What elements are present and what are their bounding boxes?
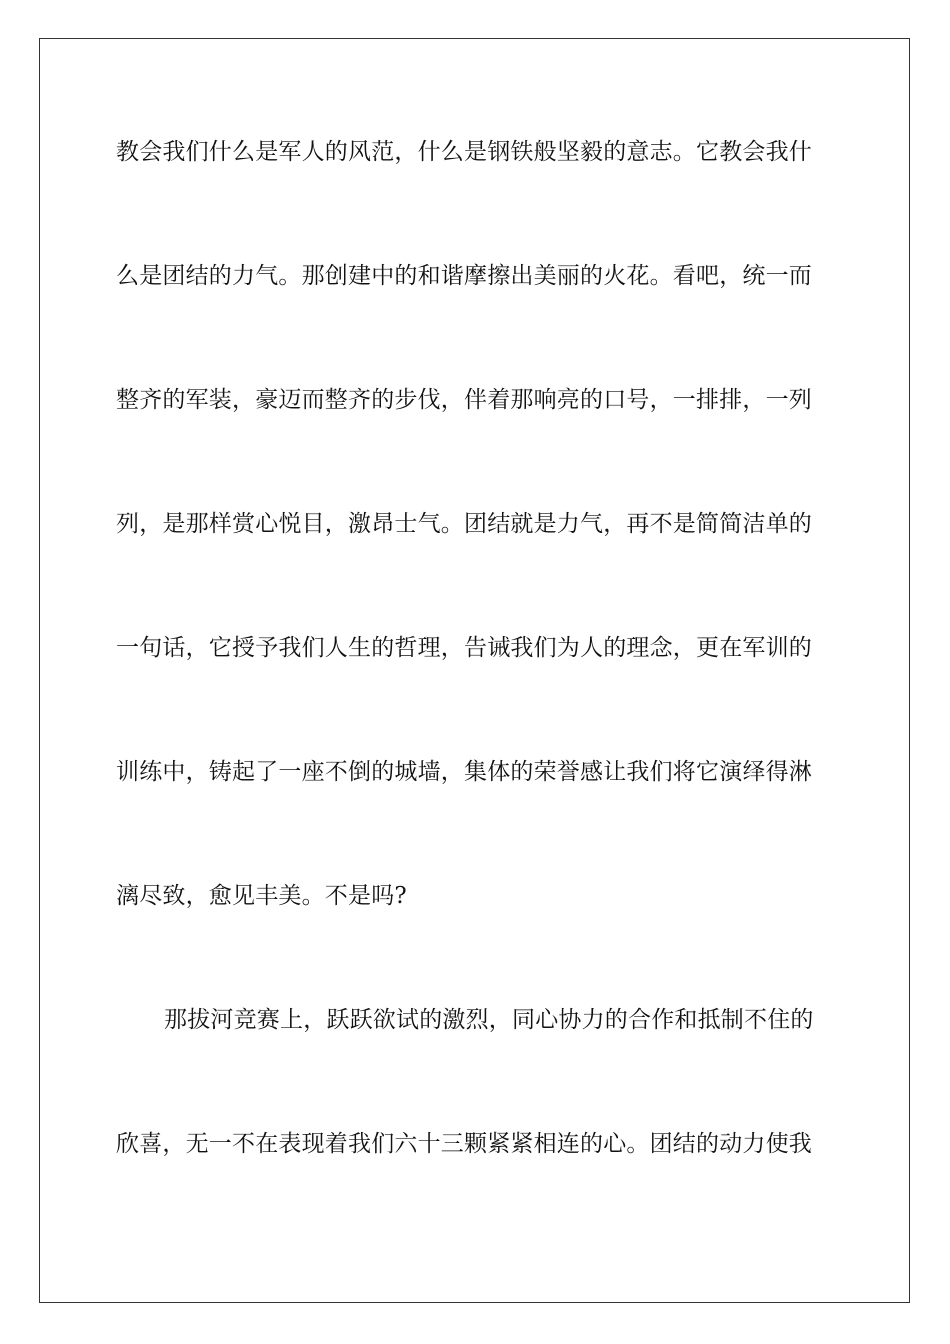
paragraph-start-line: 那拔河竞赛上，跃跃欲试的激烈，同心协力的合作和抵制不住的 — [164, 1007, 814, 1033]
text-line: 漓尽致，愈见丰美。不是吗? — [116, 883, 407, 909]
text-line: 教会我们什么是军人的风范，什么是钢铁般坚毅的意志。它教会我什 — [116, 139, 812, 165]
text-line: 么是团结的力气。那创建中的和谐摩擦出美丽的火花。看吧，统一而 — [116, 263, 812, 289]
page-border — [39, 38, 910, 1303]
text-line: 一句话，它授予我们人生的哲理，告诫我们为人的理念，更在军训的 — [116, 635, 812, 661]
text-line: 整齐的军装，豪迈而整齐的步伐，伴着那响亮的口号，一排排，一列 — [116, 387, 812, 413]
text-line: 列，是那样赏心悦目，激昂士气。团结就是力气，再不是简简洁单的 — [116, 511, 812, 537]
text-line: 欣喜，无一不在表现着我们六十三颗紧紧相连的心。团结的动力使我 — [116, 1131, 812, 1157]
text-line: 训练中，铸起了一座不倒的城墙，集体的荣誉感让我们将它演绎得淋 — [116, 759, 812, 785]
